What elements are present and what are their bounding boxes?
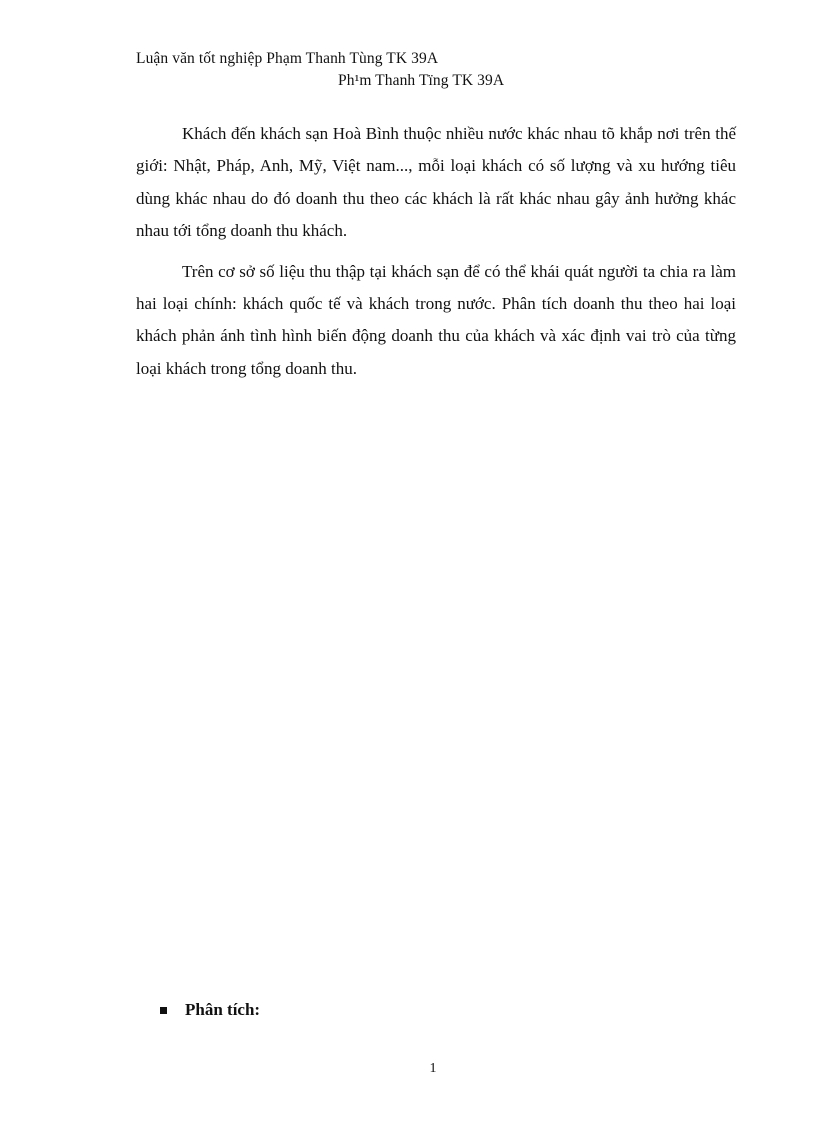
running-header-garbled: Ph¹m Thanh Tïng TK 39A [338, 72, 505, 89]
section-heading-row [160, 999, 260, 1021]
running-header: Luận văn tốt nghiệp Phạm Thanh Tùng TK 39A [136, 50, 439, 67]
square-bullet-icon [160, 1007, 167, 1014]
section-heading: Phân tích: [185, 1000, 261, 1019]
paragraph-2: Trên cơ sở số liệu thu thập tại khách sạn để có thể khái quát người ta chia ra làm hai loại chính: khách quốc tế và khách trong nước. Phân tích doanh thu theo hai loại khách phản ánh tình hình biến động doanh thu của khách và xác định vai trò của từng loại khách trong tổng doanh thu. [136, 261, 736, 378]
body-text [136, 118, 736, 385]
paragraph-1: Khách đến khách sạn Hoà Bình thuộc nhiều nước khác nhau tõ khắp nơi trên thế giới: Nhật, Pháp, Anh, Mỹ, Việt nam..., mỗi loại khách có số lượng và xu hướng tiêu dùng khác nhau do đó doanh thu theo các khách là rất khác nhau gây ảnh hưởng khác nhau tới tổng doanh thu khách. [136, 124, 736, 241]
page-number: 1 [429, 1061, 437, 1076]
